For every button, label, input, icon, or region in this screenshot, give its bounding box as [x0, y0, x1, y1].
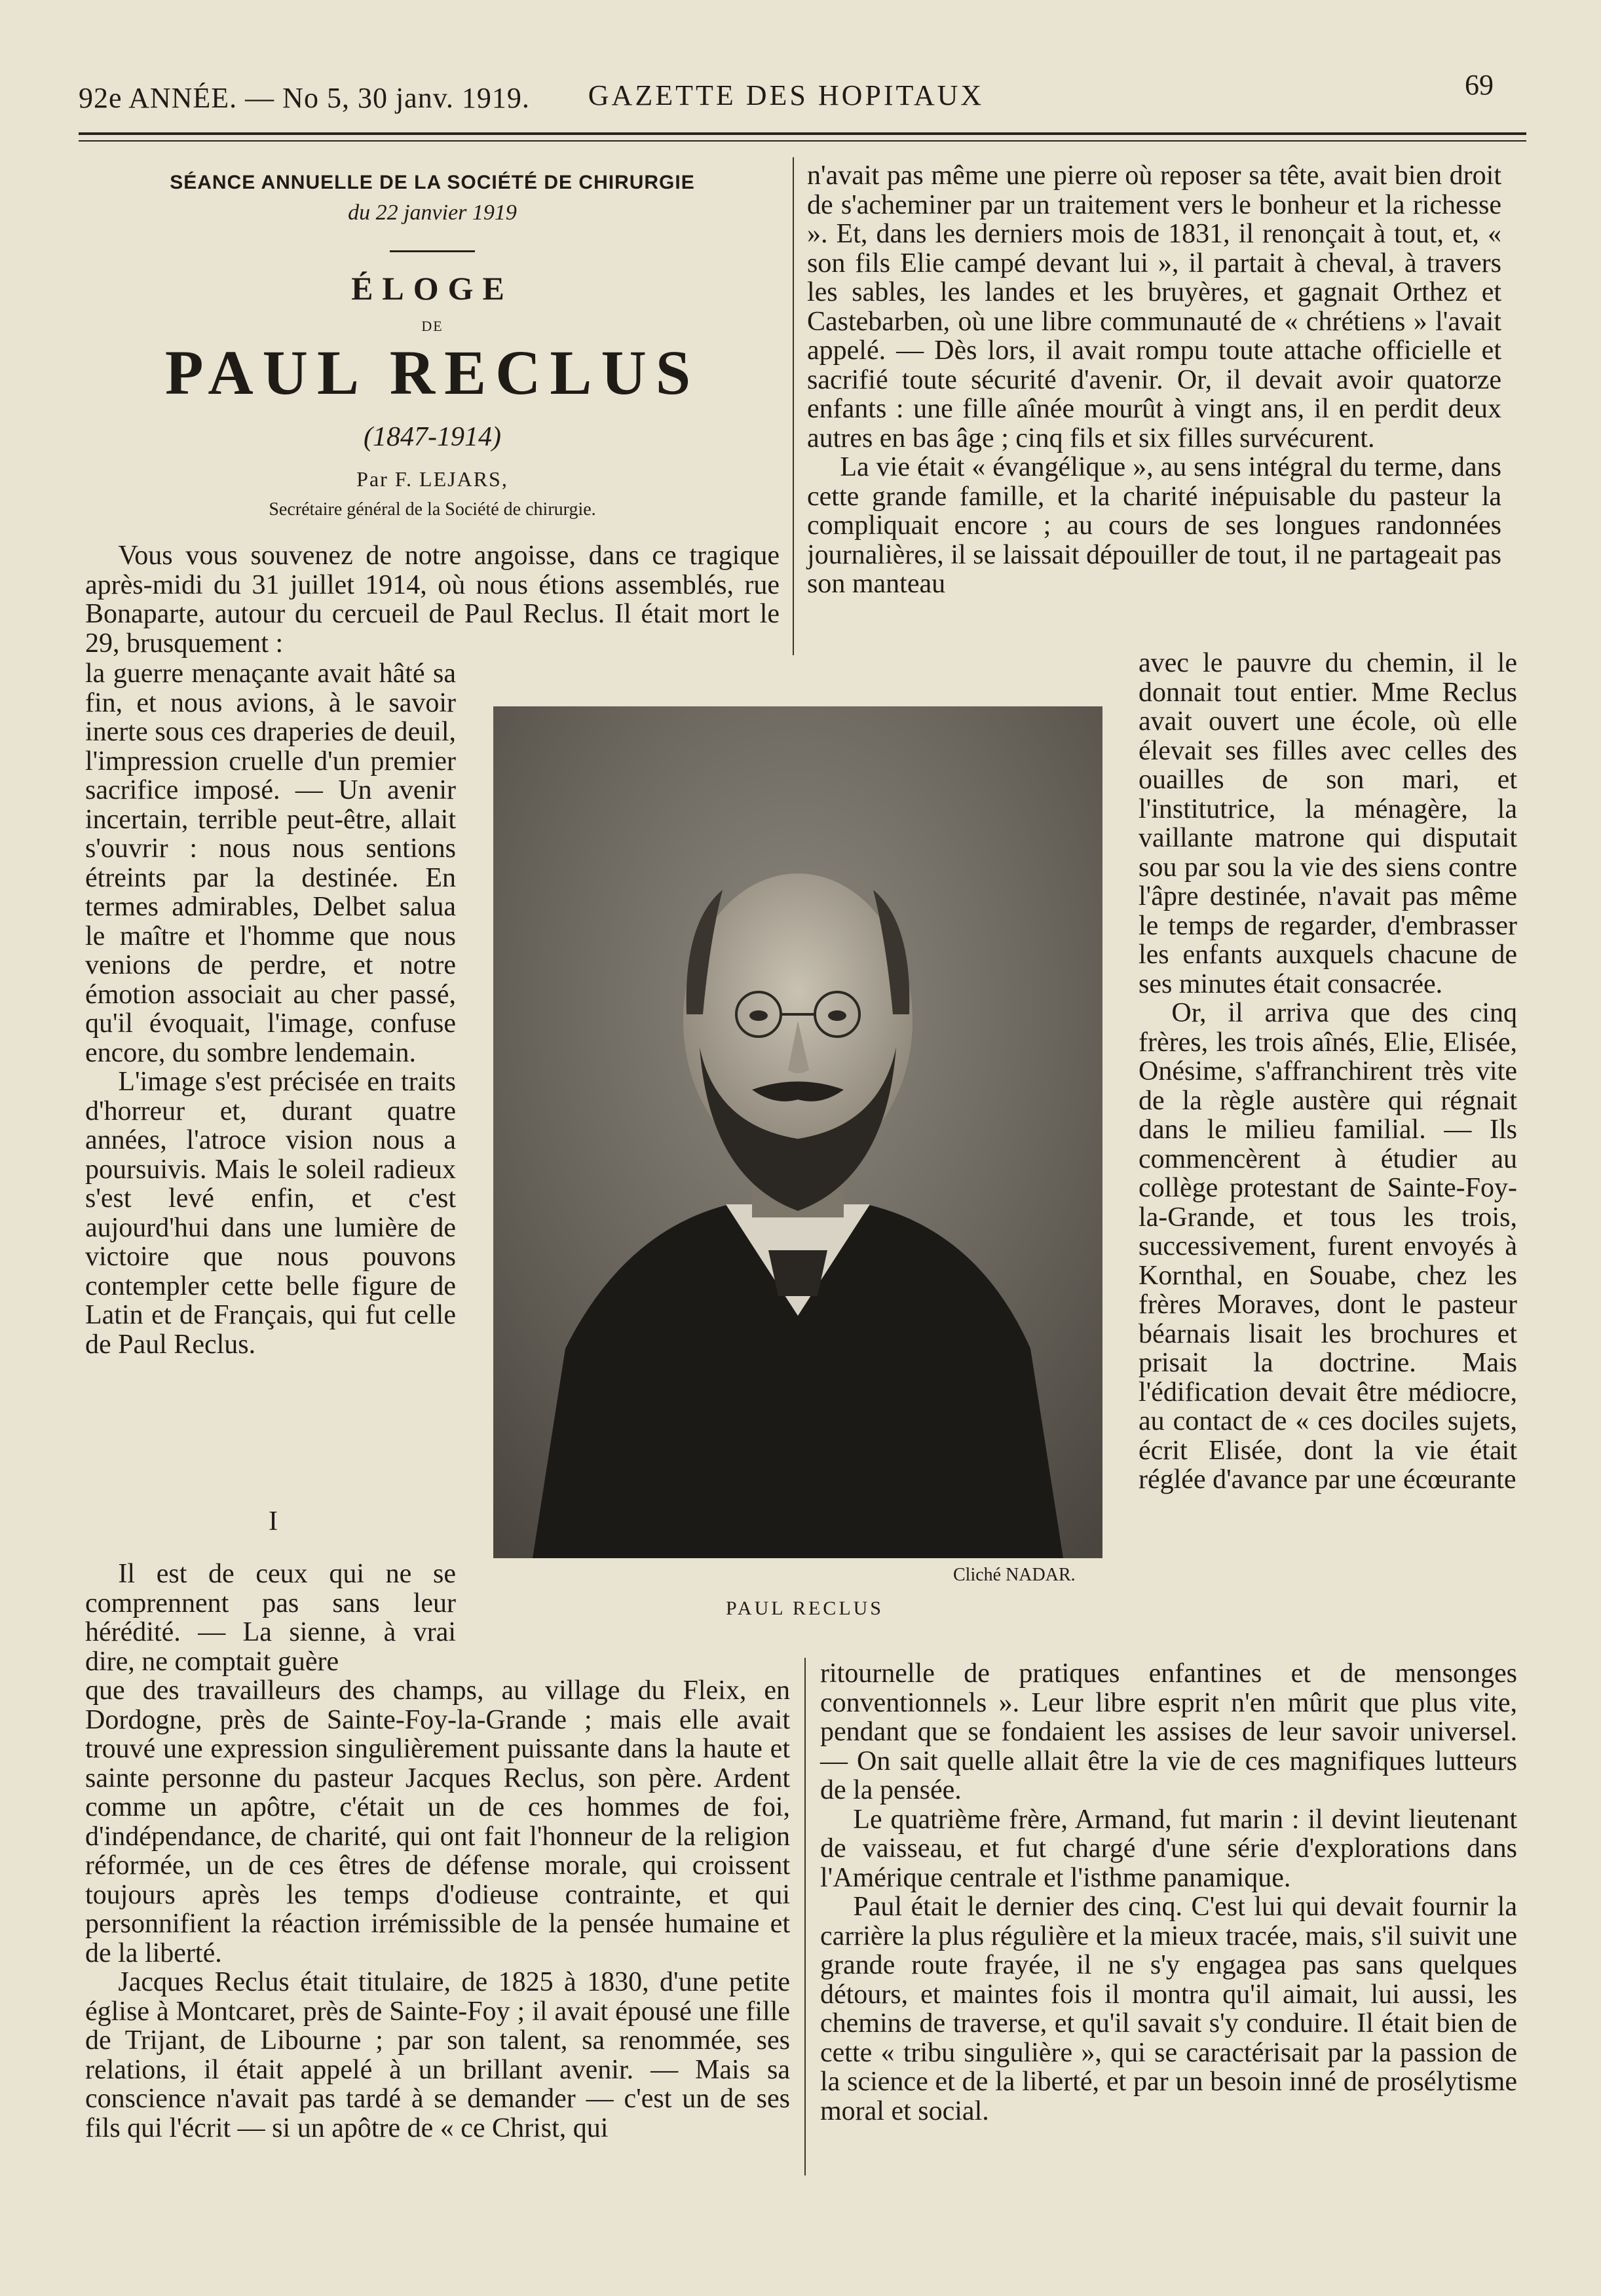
- text-left-top: [85, 541, 780, 658]
- eloge-heading: ÉLOGE: [351, 270, 514, 307]
- page-header: [79, 69, 1494, 118]
- photo-caption: PAUL RECLUS: [726, 1598, 884, 1619]
- photo-credit: Cliché NADAR.: [953, 1565, 1076, 1585]
- portrait-photo: [493, 706, 1102, 1558]
- text-left-bottom: [85, 1676, 790, 2143]
- column-divider-bottom: [804, 1658, 806, 2175]
- paragraph: ritournelle de pratiques enfantines et de mensonges conventionnels ». Leur libre esprit n'en mûrit que plus vite, pendant que se fondaient les assises de leur savoir universel. — On sait quelle allait être la vie de ces magnifiques lutteurs de la pensée.: [820, 1658, 1517, 1805]
- header-rule-thick: [79, 132, 1526, 135]
- seance-date: du 22 janvier 1919: [348, 201, 517, 225]
- de-word: DE: [421, 318, 443, 334]
- paragraph: Il est de ceux qui ne se comprennent pas sans leur hérédité. — La sienne, à vrai dire, ne comptait guère: [85, 1559, 456, 1677]
- text-right-bottom: [820, 1659, 1517, 2126]
- seance-heading: SÉANCE ANNUELLE DE LA SOCIÉTÉ DE CHIRURGIE: [170, 172, 695, 193]
- text-left-narrow-lower: [85, 1559, 456, 1676]
- paragraph: Jacques Reclus était titulaire, de 1825 à 1830, d'une petite église à Montcaret, près de Sainte-Foy ; il avait épousé une fille de Trijant, de Libourne ; par son talent, sa renommée, ses relations, il était appelé à un brillant avenir. — Mais sa conscience n'avait pas tardé à se demander — c'est un de ses fils qui l'écrit — si un apôtre de « ce Christ, qui: [85, 1967, 790, 2143]
- author-line: Par F. LEJARS,: [356, 467, 508, 491]
- paragraph: n'avait pas même une pierre où reposer sa tête, avait bien droit de s'acheminer par un traitement vers le bonheur et la richesse ». Et, dans les derniers mois de 1831, il renonçait à tout, et, « son fils Elie campé devant lui », il partait à cheval, à travers les sables, les landes et les bruyères, et gagnait Orthez et Castebarben, où une libre communauté de « chrétiens » l'avait appelé. — Dès lors, il avait rompu toute attache officielle et sacrifié toute sécurité d'avenir. Or, il devait avoir quatorze enfants : une fille aînée mourût à vingt ans, il en perdit deux autres en bas âge ; cinq fils et six filles survécurent.: [807, 161, 1501, 453]
- paragraph: la guerre menaçante avait hâté sa fin, et nous avions, à le savoir inerte sous ces draperies de deuil, l'impression cruelle d'un premier sacrifice imposé. — Un avenir incertain, terrible peut-être, allait s'ouvrir : nous nous sentions étreints par la destinée. En termes admirables, Delbet salua le maître et l'homme que nous venions de perdre, et notre émotion associait au cher passé, qu'il évoquait, l'image, confuse encore, du sombre lendemain.: [85, 659, 456, 1068]
- section-number: I: [269, 1506, 278, 1537]
- text-right-top: [807, 161, 1501, 599]
- journal-title: GAZETTE DES HOPITAUX: [588, 79, 985, 111]
- author-role: Secrétaire général de la Société de chirurgie.: [269, 499, 596, 520]
- paragraph: Or, il arriva que des cinq frères, les trois aînés, Elie, Elisée, Onésime, s'affranchirent très vite de la règle austère qui régnait dans le milieu familial. — Ils commencèrent à étudier au collège protestant de Sainte-Foy-la-Grande, et tous les trois, successivement, furent envoyés à Kornthal, en Souabe, chez les frères Moraves, dont le pasteur béarnais lisait les brochures et prisait la doctrine. Mais l'édification devait être médiocre, au contact de « ces dociles sujets, écrit Elisée, dont la vie était réglée d'avance par une écœurante: [1139, 998, 1517, 1495]
- paragraph: que des travailleurs des champs, au village du Fleix, en Dordogne, près de Sainte-Foy-la-Grande ; mais elle avait trouvé une expression singulièrement puissante dans la haute et sainte personne du pasteur Jacques Reclus, son père. Ardent comme un apôtre, c'était un de ces hommes de foi, d'indépendance, de charité, qui ont fait l'honneur de la religion réformée, un de ces êtres de défense morale, qui croissent toujours après les temps d'odieuse contrainte, et qui personnifient la réaction irrémissible de la pensée humaine et de la liberté.: [85, 1675, 790, 1968]
- paragraph: avec le pauvre du chemin, il le donnait tout entier. Mme Reclus avait ouvert une école, où elle élevait ses filles avec celles des ouailles de son mari, et l'institutrice, la ménagère, la vaillante matrone qui disputait sou par sou la vie des siens contre l'âpre destinée, n'avait pas même le temps de regarder, d'embrasser les enfants auxquels chacune de ses minutes était consacrée.: [1139, 648, 1517, 999]
- article-title: PAUL RECLUS: [164, 337, 700, 408]
- title-rule: [390, 250, 475, 252]
- portrait-illustration: [493, 706, 1102, 1558]
- column-divider-top: [793, 157, 794, 655]
- text-left-narrow: [85, 659, 456, 1359]
- paragraph: Vous vous souvenez de notre angoisse, dans ce tragique après-midi du 31 juillet 1914, où nous étions assemblés, rue Bonaparte, autour du cercueil de Paul Reclus. Il était mort le 29, brusquement :: [85, 541, 780, 659]
- life-dates: (1847-1914): [364, 422, 501, 452]
- issue-info: 92e ANNÉE. — No 5, 30 janv. 1919.: [79, 82, 530, 114]
- header-rule-thin: [79, 140, 1526, 142]
- article-title-block: [85, 172, 780, 520]
- paragraph: Le quatrième frère, Armand, fut marin : il devint lieutenant de vaisseau, et fut chargé d'une série d'explorations dans l'Amérique centrale et l'isthme panamique.: [820, 1804, 1517, 1893]
- text-right-narrow: [1139, 649, 1517, 1495]
- paragraph: La vie était « évangélique », au sens intégral du terme, dans cette grande famille, et la charité inépuisable du pasteur la compliquait encore ; au cours de ses longues randonnées journalières, il se laissait dépouiller de tout, il ne partageait pas son manteau: [807, 452, 1501, 599]
- paragraph: Paul était le dernier des cinq. C'est lui qui devait fournir la carrière la plus régulière et la mieux tracée, mais, s'il suivit une grande route frayée, il ne s'y engagea pas sans quelques détours, et maintes fois il montra qu'il aimait, lui aussi, les chemins de traverse, et qu'il savait s'y conduire. Il était bien de cette « tribu singulière », qui se caractérisait par la passion de la science et de la liberté, et par un besoin inné de prosélytisme moral et social.: [820, 1892, 1517, 2126]
- page-number: 69: [1465, 69, 1494, 101]
- paragraph: L'image s'est précisée en traits d'horreur et, durant quatre années, l'atroce vision nous a poursuivis. Mais le soleil radieux s'est levé enfin, et c'est aujourd'hui dans une lumière de victoire que nous pouvons contempler cette belle figure de Latin et de Français, qui fut celle de Paul Reclus.: [85, 1067, 456, 1360]
